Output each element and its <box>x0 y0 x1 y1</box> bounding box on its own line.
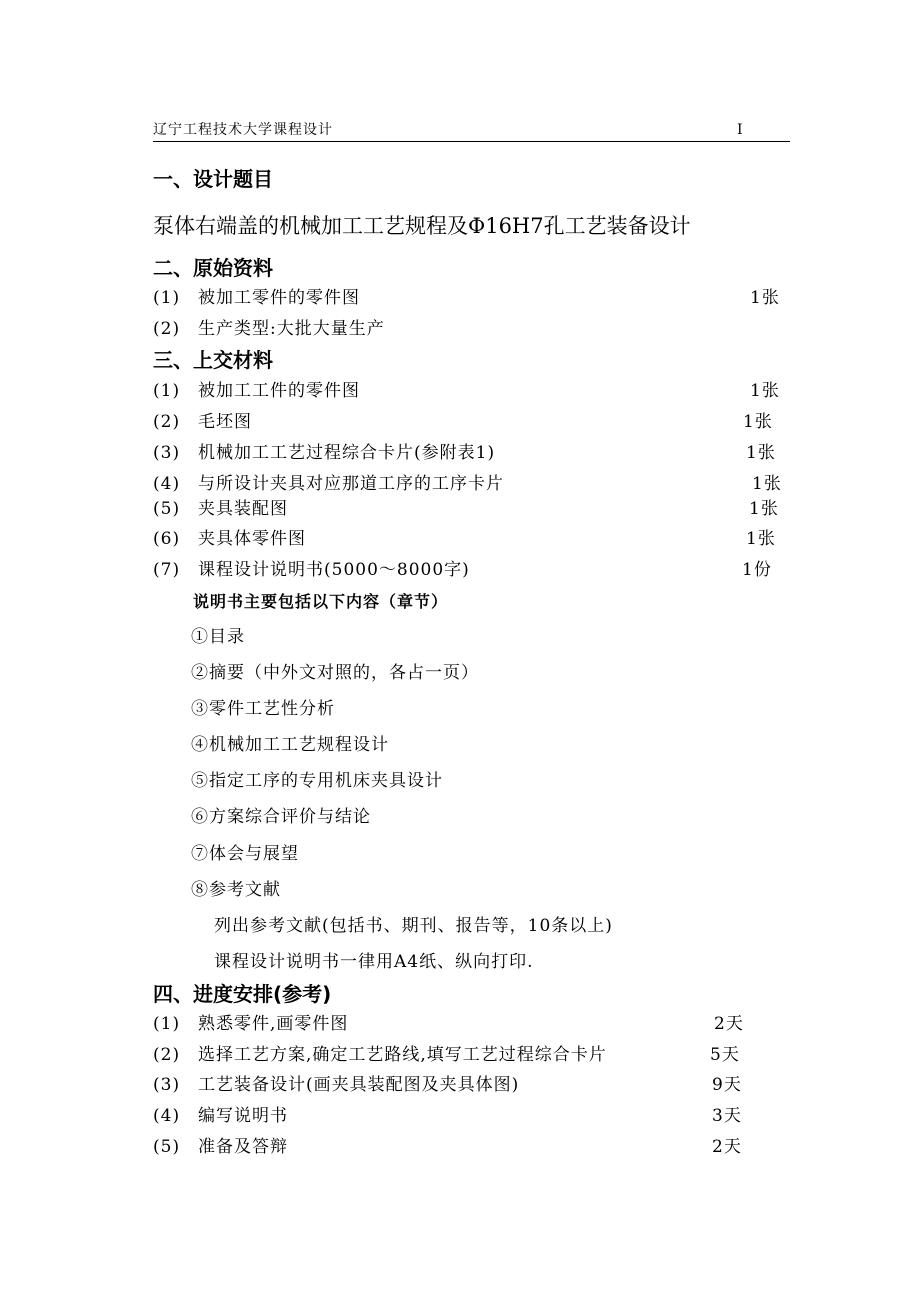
section-heading-schedule: 四、进度安排(参考) <box>153 982 332 1006</box>
list-item-number: (5) <box>153 499 181 519</box>
schedule-item-number: (2) <box>153 1045 181 1065</box>
list-item-quantity: 1张 <box>746 443 776 463</box>
contents-item: ③零件工艺性分析 <box>191 699 335 719</box>
section-heading-design-topic: 一、设计题目 <box>153 167 273 191</box>
schedule-item-duration: 3天 <box>712 1106 742 1126</box>
schedule-item-duration: 5天 <box>710 1045 740 1065</box>
list-item-number: (7) <box>153 560 181 580</box>
list-item-number: (1) <box>153 381 181 401</box>
list-item-number: (6) <box>153 529 181 549</box>
contents-item: ④机械加工工艺规程设计 <box>191 735 389 755</box>
list-item-quantity: 1张 <box>749 499 779 519</box>
list-item-number: (1) <box>153 288 181 308</box>
list-item-text: 被加工零件的零件图 <box>198 288 360 308</box>
list-item-text: 毛坯图 <box>198 412 252 432</box>
list-item-quantity: 1张 <box>750 288 780 308</box>
printing-note: 课程设计说明书一律用A4纸、纵向打印. <box>214 952 534 972</box>
schedule-item-text: 编写说明书 <box>198 1106 288 1126</box>
list-item-text: 课程设计说明书(5000～8000字) <box>198 560 470 580</box>
schedule-item-duration: 2天 <box>714 1014 744 1034</box>
list-item-text: 机械加工工艺过程综合卡片(参附表1) <box>198 443 496 463</box>
list-item-quantity: 1张 <box>752 474 782 494</box>
contents-item: ⑧参考文献 <box>191 880 281 900</box>
list-item-text: 生产类型:大批大量生产 <box>198 319 385 339</box>
list-item-text: 被加工工件的零件图 <box>198 381 360 401</box>
schedule-item-number: (5) <box>153 1137 181 1157</box>
list-item-number: (2) <box>153 412 181 432</box>
header-rule <box>153 141 790 142</box>
list-item-number: (3) <box>153 443 181 463</box>
contents-subheading: 说明书主要包括以下内容（章节） <box>193 592 449 611</box>
schedule-item-number: (3) <box>153 1075 181 1095</box>
schedule-item-number: (1) <box>153 1014 181 1034</box>
list-item-number: (4) <box>153 474 181 494</box>
list-item-number: (2) <box>153 319 181 339</box>
schedule-item-text: 准备及答辩 <box>198 1137 288 1157</box>
contents-item: ①目录 <box>191 627 245 647</box>
list-item-text: 与所设计夹具对应那道工序的工序卡片 <box>198 474 504 494</box>
list-item-quantity: 1张 <box>743 412 773 432</box>
schedule-item-number: (4) <box>153 1106 181 1126</box>
list-item-text: 夹具体零件图 <box>198 529 306 549</box>
list-item-quantity: 1张 <box>746 529 776 549</box>
design-topic-title: 泵体右端盖的机械加工工艺规程及Φ16H7孔工艺装备设计 <box>153 214 691 238</box>
schedule-item-duration: 9天 <box>712 1075 742 1095</box>
list-item-text: 夹具装配图 <box>198 499 288 519</box>
running-header-page-number: I <box>737 122 744 138</box>
schedule-item-duration: 2天 <box>712 1137 742 1157</box>
running-header-title: 辽宁工程技术大学课程设计 <box>153 122 333 138</box>
contents-item: ②摘要（中外文对照的，各占一页） <box>191 663 479 683</box>
references-note: 列出参考文献(包括书、期刊、报告等，10条以上) <box>214 916 613 936</box>
schedule-item-text: 熟悉零件,画零件图 <box>198 1014 349 1034</box>
schedule-item-text: 选择工艺方案,确定工艺路线,填写工艺过程综合卡片 <box>198 1045 607 1065</box>
list-item-quantity: 1份 <box>742 560 772 580</box>
section-heading-submission-materials: 三、上交材料 <box>153 348 273 372</box>
contents-item: ⑦体会与展望 <box>191 844 299 864</box>
list-item-quantity: 1张 <box>750 381 780 401</box>
section-heading-original-materials: 二、原始资料 <box>153 256 273 280</box>
contents-item: ⑥方案综合评价与结论 <box>191 807 371 827</box>
contents-item: ⑤指定工序的专用机床夹具设计 <box>191 771 443 791</box>
schedule-item-text: 工艺装备设计(画夹具装配图及夹具体图) <box>198 1075 520 1095</box>
